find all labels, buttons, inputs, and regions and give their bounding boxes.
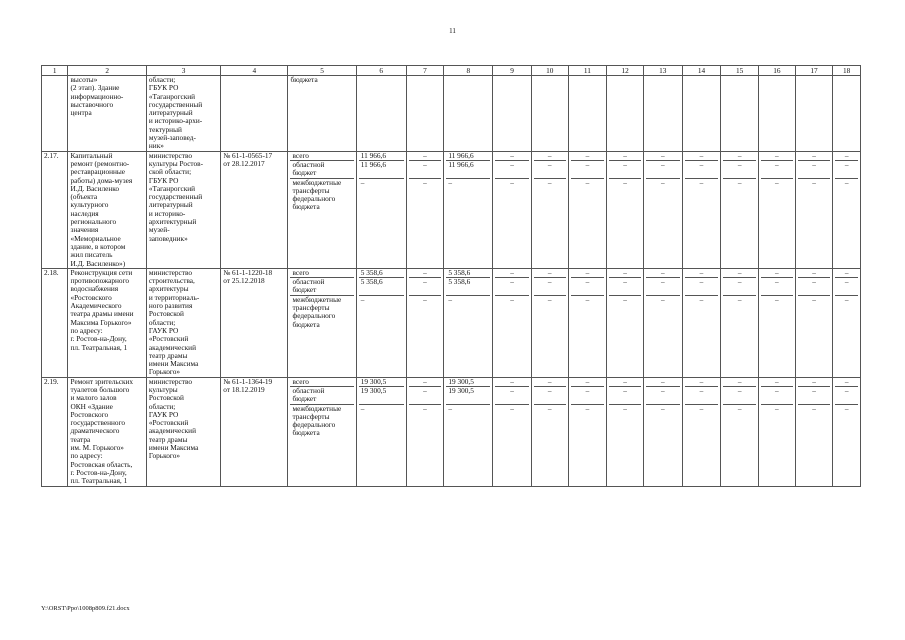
amount-value: 5 358,6: [359, 278, 404, 296]
funding-source-cell: [288, 377, 356, 486]
amount-value: –: [609, 378, 641, 387]
amount-cell-col-17: [795, 151, 833, 268]
amount-cell-col-9: [493, 377, 532, 486]
amount-value: –: [798, 161, 831, 179]
amount-value: –: [448, 403, 452, 413]
amount-cell-col-18: [833, 151, 861, 268]
amount-value: –: [761, 278, 793, 296]
amount-cell-col-16: [759, 377, 796, 486]
amount-value: –: [775, 177, 779, 187]
header-col-1: 1: [42, 66, 68, 76]
amount-cell-col-11: [568, 151, 607, 268]
amount-cell-col-9: [493, 268, 532, 377]
header-col-7: 7: [406, 66, 444, 76]
amount-value: –: [835, 152, 858, 161]
amount-value: –: [646, 387, 680, 405]
amount-value: –: [737, 177, 742, 187]
amount-value: –: [609, 269, 641, 278]
amount-value: –: [534, 152, 566, 161]
header-col-4: 4: [221, 66, 288, 76]
header-col-18: 18: [833, 66, 861, 76]
cont-org-cell: области; ГБУК РО «Таганрогский государственный литературный и историко-архи- тектурный музей-заповед- ник»: [146, 76, 220, 152]
amount-value: –: [510, 177, 514, 187]
table-row: [42, 268, 861, 377]
amount-cell-col-6: [356, 151, 406, 268]
cont-source-cell: бюджета: [288, 76, 356, 152]
amount-cell-col-15: [721, 268, 759, 377]
amount-value: –: [646, 378, 680, 387]
amount-cell-col-7: [406, 268, 444, 377]
header-col-9: 9: [493, 66, 532, 76]
amount-value: –: [812, 403, 816, 413]
amount-value: –: [723, 161, 756, 179]
amount-cell-col-6: [356, 268, 406, 377]
amount-value: –: [360, 177, 365, 187]
amount-value: –: [585, 177, 590, 187]
document-cell: № 61-1-1220-18 от 25.12.2018: [221, 268, 288, 377]
amount-value: –: [423, 177, 427, 187]
amount-value: –: [798, 152, 831, 161]
amount-cell-col-13: [643, 268, 682, 377]
amount-cell-col-11: [568, 268, 607, 377]
amount-value: –: [775, 403, 779, 413]
amount-value: –: [646, 278, 680, 296]
amount-value: –: [360, 403, 365, 413]
amount-cell-col-15: [721, 151, 759, 268]
amount-value: –: [844, 403, 849, 413]
amount-value: –: [409, 378, 442, 387]
amount-value: 19 300,5: [359, 378, 404, 387]
amount-value: –: [798, 378, 831, 387]
amount-value: –: [571, 269, 605, 278]
amount-value: –: [812, 294, 816, 304]
amount-value: 19 300,5: [446, 378, 490, 387]
amount-value: –: [761, 378, 793, 387]
amount-value: –: [798, 269, 831, 278]
amount-value: –: [723, 378, 756, 387]
organization-cell: министерство культуры Ростовской области; ГАУК РО «Ростовский академический театр драмы имени Максима Горького»: [146, 377, 220, 486]
amount-cell-col-7: [406, 151, 444, 268]
amount-value: –: [534, 378, 566, 387]
amount-value: –: [409, 152, 442, 161]
amount-cell-col-12: [607, 377, 644, 486]
amount-value: –: [585, 294, 590, 304]
funding-source-label: всего: [290, 152, 353, 161]
amount-cell-col-16: [759, 151, 796, 268]
funding-source-label: межбюджетные трансферты федерального бюджета: [292, 403, 342, 438]
amount-value: –: [534, 387, 566, 405]
amount-value: –: [737, 403, 742, 413]
amount-value: –: [571, 278, 605, 296]
amount-value: –: [409, 278, 442, 296]
organization-cell: министерство строительства, архитектуры и территориаль- ного развития Ростовской области; ГАУК РО «Ростовский академический театр драмы имени Максима Горького»: [146, 268, 220, 377]
header-col-3: 3: [146, 66, 220, 76]
amount-value: –: [775, 294, 779, 304]
amount-value: –: [495, 269, 529, 278]
funding-source-label: областной бюджет: [290, 161, 353, 179]
document-cell: № 61-1-0565-17 от 28.12.2017: [221, 151, 288, 268]
funding-source-label: межбюджетные трансферты федерального бюджета: [292, 294, 342, 329]
amount-value: –: [623, 177, 627, 187]
funding-source-cell: [288, 268, 356, 377]
header-col-6: 6: [356, 66, 406, 76]
amount-value: –: [423, 294, 427, 304]
amount-cell-col-6: [356, 377, 406, 486]
amount-value: 19 300,5: [359, 387, 404, 405]
header-col-13: 13: [643, 66, 682, 76]
amount-value: –: [844, 294, 849, 304]
amount-value: –: [685, 161, 719, 179]
amount-value: –: [571, 152, 605, 161]
amount-value: –: [495, 378, 529, 387]
cont-name-cell: высоты» (2 этап). Здание информационно- выставочного центра: [68, 76, 146, 152]
amount-value: –: [685, 152, 719, 161]
amount-value: –: [737, 294, 742, 304]
amount-value: 11 966,6: [446, 161, 490, 179]
amount-value: –: [571, 387, 605, 405]
amount-value: –: [699, 403, 704, 413]
continuation-row: [42, 76, 861, 152]
amount-value: –: [685, 269, 719, 278]
amount-value: –: [835, 269, 858, 278]
amount-cell-col-18: [833, 268, 861, 377]
amount-cell-col-18: [833, 377, 861, 486]
header-col-12: 12: [607, 66, 644, 76]
amount-value: 5 358,6: [359, 269, 404, 278]
amount-value: –: [409, 269, 442, 278]
amount-cell-col-8: [444, 151, 493, 268]
amount-value: 11 966,6: [446, 152, 490, 161]
amount-value: –: [534, 269, 566, 278]
funding-source-label: межбюджетные трансферты федерального бюджета: [292, 177, 342, 212]
amount-cell-col-10: [531, 377, 568, 486]
amount-value: –: [495, 161, 529, 179]
funding-source-cell: [288, 151, 356, 268]
object-name-cell: Реконструкция сети противопожарного водоснабжения «Ростовского Академического театра драмы имени Максима Горького» по адресу: г. Ростов-на-Дону, пл. Театральная, 1: [68, 268, 146, 377]
amount-value: –: [409, 161, 442, 179]
amount-value: –: [609, 152, 641, 161]
amount-cell-col-13: [643, 151, 682, 268]
amount-cell-col-14: [682, 151, 721, 268]
amount-value: –: [510, 403, 514, 413]
header-col-10: 10: [531, 66, 568, 76]
amount-value: 11 966,6: [359, 152, 404, 161]
amount-value: –: [623, 403, 627, 413]
amount-value: –: [699, 177, 704, 187]
amount-value: –: [423, 403, 427, 413]
amount-value: –: [835, 387, 858, 405]
amount-value: –: [547, 294, 552, 304]
amount-value: –: [571, 378, 605, 387]
amount-value: 11 966,6: [359, 161, 404, 179]
amount-cell-col-14: [682, 268, 721, 377]
header-col-17: 17: [795, 66, 833, 76]
amount-value: –: [685, 278, 719, 296]
amount-cell-col-13: [643, 377, 682, 486]
amount-value: 5 358,6: [446, 278, 490, 296]
row-number: 2.19.: [42, 377, 68, 486]
amount-value: 5 358,6: [446, 269, 490, 278]
row-number: 2.17.: [42, 151, 68, 268]
amount-cell-col-12: [607, 268, 644, 377]
amount-value: –: [495, 152, 529, 161]
amount-cell-col-16: [759, 268, 796, 377]
amount-cell-col-12: [607, 151, 644, 268]
amount-value: –: [761, 387, 793, 405]
amount-value: –: [699, 294, 704, 304]
amount-value: –: [685, 378, 719, 387]
amount-cell-col-9: [493, 151, 532, 268]
amount-cell-col-14: [682, 377, 721, 486]
row-number: 2.18.: [42, 268, 68, 377]
amount-value: –: [798, 278, 831, 296]
amount-value: –: [723, 278, 756, 296]
amount-value: –: [448, 177, 452, 187]
amount-value: –: [609, 278, 641, 296]
header-col-2: 2: [68, 66, 146, 76]
amount-value: –: [646, 161, 680, 179]
amount-value: –: [534, 278, 566, 296]
document-cell: № 61-1-1364-19 от 18.12.2019: [221, 377, 288, 486]
amount-value: 19 300,5: [446, 387, 490, 405]
file-path-footer: Y:\ORST\Ppo\1008p809.f21.docx: [41, 605, 130, 612]
header-col-16: 16: [759, 66, 796, 76]
amount-value: –: [723, 387, 756, 405]
amount-value: –: [510, 294, 514, 304]
amount-cell-col-8: [444, 268, 493, 377]
table-row: [42, 151, 861, 268]
object-name-cell: Капитальный ремонт (ремонтно- реставрационные работы) дома-музея И.Д. Василенко (объекта культурного наследия регионального значения «Мемориальное здание, в котором жил писатель И.Д. Василенко»): [68, 151, 146, 268]
object-name-cell: Ремонт зрительских туалетов большого и малого залов ОКН «Здание Ростовского государственного драматического театра им. М. Горького» по адресу: Ростовская область, г. Ростов-на-Дону, пл. Театральная, 1: [68, 377, 146, 486]
amount-value: –: [685, 387, 719, 405]
header-col-11: 11: [568, 66, 607, 76]
funding-source-label: всего: [290, 378, 353, 387]
amount-value: –: [448, 294, 452, 304]
amount-value: –: [623, 294, 627, 304]
amount-value: –: [812, 177, 816, 187]
table-row: [42, 377, 861, 486]
amount-value: –: [835, 161, 858, 179]
amount-value: –: [646, 269, 680, 278]
program-table: [41, 65, 861, 487]
amount-value: –: [798, 387, 831, 405]
page-number: 11: [449, 27, 456, 35]
amount-value: –: [660, 403, 665, 413]
header-col-14: 14: [682, 66, 721, 76]
amount-value: –: [761, 152, 793, 161]
amount-cell-col-10: [531, 268, 568, 377]
amount-value: –: [723, 269, 756, 278]
amount-value: –: [360, 294, 365, 304]
amount-value: –: [844, 177, 849, 187]
funding-source-label: областной бюджет: [290, 387, 353, 405]
amount-value: –: [660, 177, 665, 187]
amount-value: –: [571, 161, 605, 179]
header-col-5: 5: [288, 66, 356, 76]
amount-value: –: [723, 152, 756, 161]
funding-source-label: областной бюджет: [290, 278, 353, 296]
amount-value: –: [761, 161, 793, 179]
amount-value: –: [534, 161, 566, 179]
amount-cell-col-8: [444, 377, 493, 486]
amount-cell-col-17: [795, 377, 833, 486]
amount-cell-col-15: [721, 377, 759, 486]
funding-source-label: всего: [290, 269, 353, 278]
amount-value: –: [409, 387, 442, 405]
amount-value: –: [761, 269, 793, 278]
amount-cell-col-11: [568, 377, 607, 486]
amount-value: –: [495, 387, 529, 405]
amount-value: –: [547, 403, 552, 413]
organization-cell: министерство культуры Ростов- ской области; ГБУК РО «Таганрогский государственный литературный и историко- архитектурный музей- заповедник»: [146, 151, 220, 268]
amount-value: –: [660, 294, 665, 304]
amount-value: –: [609, 387, 641, 405]
amount-value: –: [835, 378, 858, 387]
amount-value: –: [609, 161, 641, 179]
header-col-8: 8: [444, 66, 493, 76]
amount-value: –: [646, 152, 680, 161]
amount-cell-col-17: [795, 268, 833, 377]
amount-cell-col-7: [406, 377, 444, 486]
amount-cell-col-10: [531, 151, 568, 268]
amount-value: –: [547, 177, 552, 187]
amount-value: –: [835, 278, 858, 296]
header-row: [42, 66, 861, 76]
amount-value: –: [495, 278, 529, 296]
header-col-15: 15: [721, 66, 759, 76]
amount-value: –: [585, 403, 590, 413]
